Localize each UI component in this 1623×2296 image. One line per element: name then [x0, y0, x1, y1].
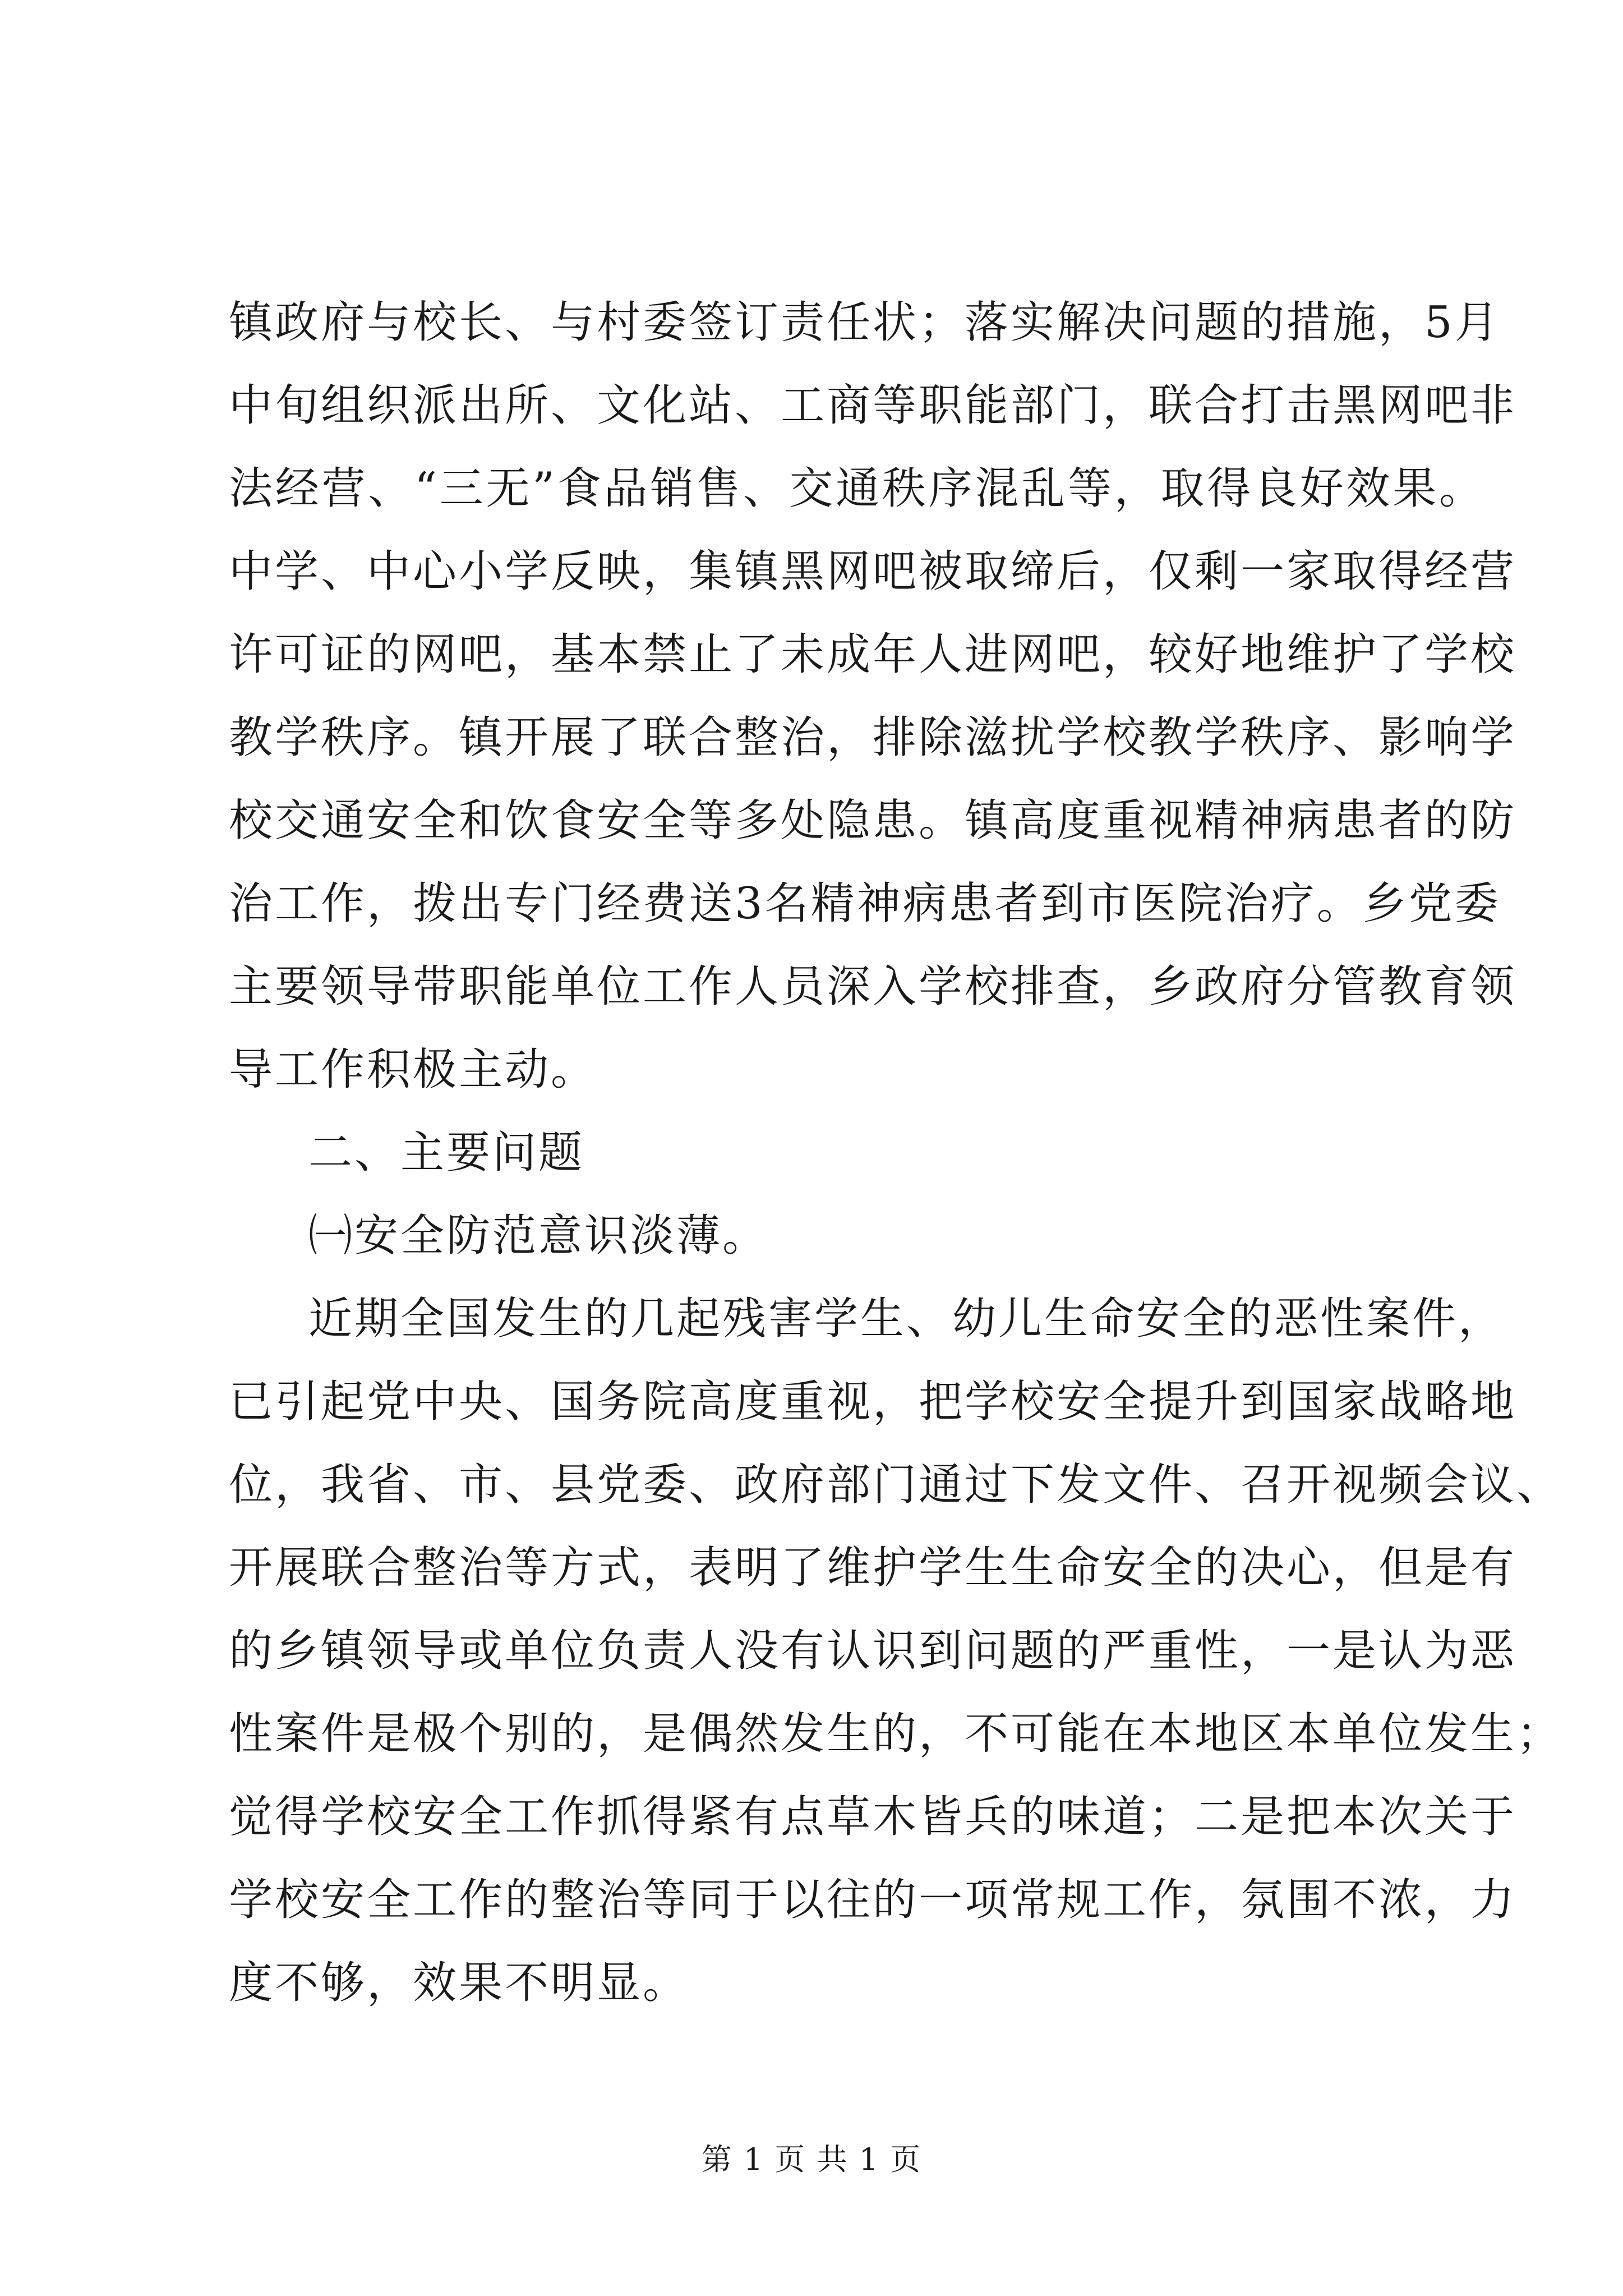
text-line: 的乡镇领导或单位负责人没有认识到问题的严重性，一是认为恶 — [229, 1626, 1517, 1676]
text-line: 觉得学校安全工作抓得紧有点草木皆兵的味道；二是把本次关于 — [229, 1792, 1517, 1842]
text-line: 中学、中心小学反映，集镇黑网吧被取缔后，仅剩一家取得经营 — [229, 546, 1517, 597]
text-line: 主要领导带职能单位工作人员深入学校排查，乡政府分管教育领 — [229, 961, 1517, 1012]
text-line: 教学秩序。镇开展了联合整治，排除滋扰学校教学秩序、影响学 — [229, 712, 1517, 763]
text-line: 性案件是极个别的，是偶然发生的，不可能在本地区本单位发生； — [229, 1709, 1563, 1759]
text-line: 中旬组织派出所、文化站、工商等职能部门，联合打击黑网吧非 — [229, 380, 1517, 431]
text-line: 治工作，拨出专门经费送3名精神病患者到市医院治疗。乡党委 — [229, 878, 1501, 929]
subsection-heading: ㈠安全防范意识淡薄。 — [308, 1211, 769, 1261]
text-line: 法经营、“三无”食品销售、交通秩序混乱等，取得良好效果。 — [229, 463, 1485, 514]
text-line: 近期全国发生的几起残害学生、幼儿生命安全的恶性案件， — [308, 1294, 1505, 1344]
text-line: 学校安全工作的整治等同于以往的一项常规工作，氛围不浓，力 — [229, 1875, 1517, 1925]
text-line: 镇政府与校长、与村委签订责任状；落实解决问题的措施，5月 — [229, 297, 1501, 348]
text-line: 许可证的网吧，基本禁止了未成年人进网吧，较好地维护了学校 — [229, 629, 1517, 680]
text-line: 导工作积极主动。 — [229, 1045, 597, 1095]
text-line: 校交通安全和饮食安全等多处隐患。镇高度重视精神病患者的防 — [229, 795, 1517, 846]
page-number-footer: 第 1 页 共 1 页 — [701, 2142, 922, 2177]
text-line: 位，我省、市、县党委、政府部门通过下发文件、召开视频会议、 — [229, 1460, 1563, 1510]
section-heading: 二、主要问题 — [308, 1128, 585, 1178]
text-line: 度不够，效果不明显。 — [229, 1958, 689, 2008]
text-line: 开展联合整治等方式，表明了维护学生生命安全的决心，但是有 — [229, 1543, 1517, 1593]
text-line: 已引起党中央、国务院高度重视，把学校安全提升到国家战略地 — [229, 1377, 1517, 1427]
